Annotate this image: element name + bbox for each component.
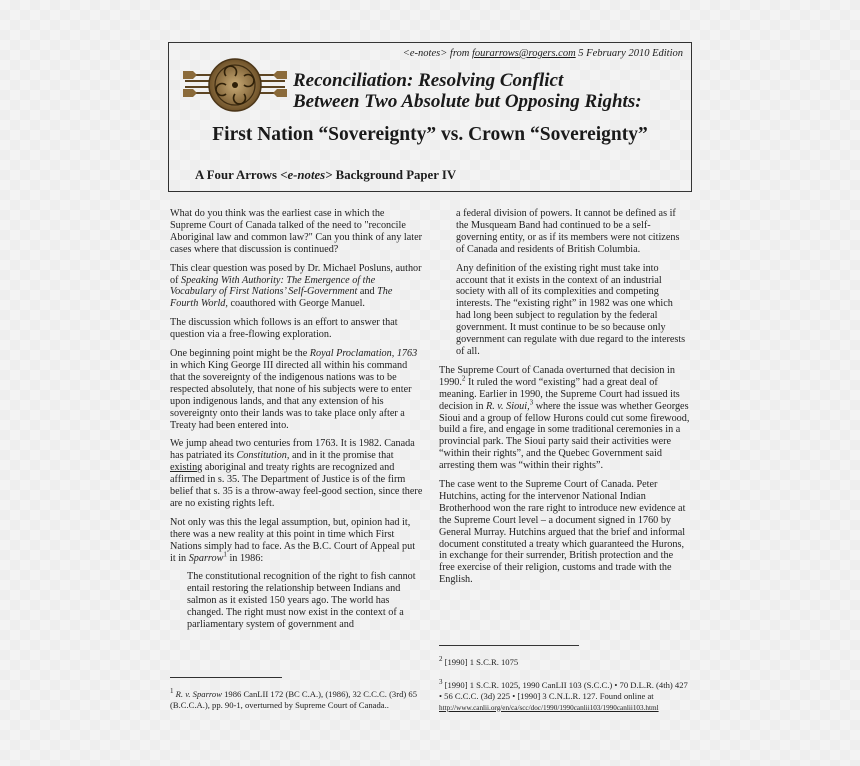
paragraph: The Supreme Court of Canada overturned that decision in 1990.$^2$ It ruled the word “existing” had a great deal of meaning. Earlier in 1990, the Supreme Court had issued its decision in R. v. Sioui,$^3$ where the issue was whether Georges Sioui and a group of fellow Hurons could cut some firewood, build a fire, and engage in some traditional ceremonies in a provincial park. The Sioui party said their activities were “within their rights”, and the Quebec Government said arresting them was “within their rights”. — [439, 364, 690, 472]
document-title: Reconciliation: Resolving Conflict Between Two Absolute but Opposing Rights: — [293, 70, 642, 112]
left-column — [170, 208, 423, 638]
footnote-ref[interactable]: 2 — [461, 374, 466, 383]
footnote-divider — [439, 645, 579, 646]
canlii-link[interactable]: http://www.canlii.org/en/ca/scc/doc/1990/1990canlii103/1990canlii103.html — [439, 703, 659, 712]
block-quote: Any definition of the existing right must take into account that it exists in the context of an industrial society with all of its complexities and competing interests. The “existing right” in 1982 was one which had long been subject to regulation by the federal government. It must continue to be so because only government can regulate with due regard to the interests of all. — [456, 262, 686, 357]
four-arrows-logo-icon — [183, 57, 287, 113]
footnote-2: $^2$ [1990] 1 S.C.R. 1075 — [439, 655, 519, 667]
header-box — [168, 42, 692, 192]
footnote-3: $^3$ [1990] 1 S.C.R. 1025, 1990 CanLII 103 (S.C.C.) • 70 D.L.R. (4th) 427 • 56 C.C.C. (3d) 225 • [1990] 3 C.N.L.R. 127. Found online at http://www.canlii.org/en/ca/scc/doc/1990/1990canlii103/1990canlii103.html — [439, 678, 688, 712]
footnote-divider — [170, 677, 282, 678]
footnote-ref[interactable]: 1 — [223, 550, 227, 559]
background-paper-label: A Four Arrows <e-notes> Background Paper IV — [195, 168, 457, 182]
block-quote: The constitutional recognition of the right to fish cannot entail restoring the relationship between Indians and salmon as it existed 150 years ago. The world has changed. The right must now exist in the context of a parliamentary system of government and — [187, 571, 416, 631]
paragraph: What do you think was the earliest case in which the Supreme Court of Canada talked of the need to "reconcile Aboriginal law and common law?" Can you think of any later cases where that discussion is continued? — [170, 208, 422, 255]
paragraph: The discussion which follows is an effort to answer that question via a free-flowing exploration. — [170, 317, 398, 341]
footnote-1: $^1$ R. v. Sparrow 1986 CanLII 172 (BC C.A.), (1986), 32 C.C.C. (3rd) 65 (B.C.C.A.), pp. 90-1, overturned by Supreme Court of Canada.. — [170, 687, 417, 710]
paragraph: We jump ahead two centuries from 1763. It is 1982. Canada has patriated its Constitution, and in it the promise that existing aboriginal and treaty rights are recognized and affirmed in s. 35. The Department of Justice is of the firm belief that s. 35 is a throw-away feel-good section, since there are no existing rights left. — [170, 438, 423, 509]
email-link[interactable]: fourarrows@rogers.com — [471, 48, 576, 59]
paragraph: This clear question was posed by Dr. Michael Posluns, author of Speaking With Authority: The Emergence of the Vocabulary of First Nations’ Self-Government and The Fourth World, coauthored with George Manuel. — [170, 262, 422, 310]
document-subtitle: First Nation “Sovereignty” vs. Crown “Sovereignty” — [212, 124, 648, 145]
block-quote-continued: a federal division of powers. It cannot be defined as if the Musqueam Band had continued to be a self-governing entity, or as if its members were not citizens of Canada and residents of British Columbia. — [456, 208, 680, 255]
paragraph: One beginning point might be the Royal Proclamation, 1763 in which King George III directed all within his command that the sovereignty of the indigenous nations was to be respected absolutely, that none of his subjects were to enter upon indigenous lands, and that any extension of his sovereignty onto their lands was to take place only after a Treaty had been entered into. — [170, 348, 418, 431]
paragraph: Not only was this the legal assumption, but, opinion had it, there was a new reality at this point in time which First Nations simply had to face. As the B.C. Court of Appeal put it in Sparrow$^1$ in 1986: — [170, 516, 416, 564]
edition-line: <e-notes> from fourarrows@rogers.com 5 February 2010 Edition — [402, 48, 683, 59]
paragraph: The case went to the Supreme Court of Canada. Peter Hutchins, acting for the intervenor National Indian Brotherhood won the rare right to introduce new evidence at the Supreme Court level – a document signed in 1760 by General Murray. Hutchins argued that the brief and informal document constituted a treaty which guaranteed the Hurons, in exchange for their surrender, British protection and the free exercise of their religion, customs and trade with the English. — [439, 479, 686, 586]
right-column — [439, 208, 691, 593]
footnote-ref[interactable]: 3 — [529, 398, 534, 407]
